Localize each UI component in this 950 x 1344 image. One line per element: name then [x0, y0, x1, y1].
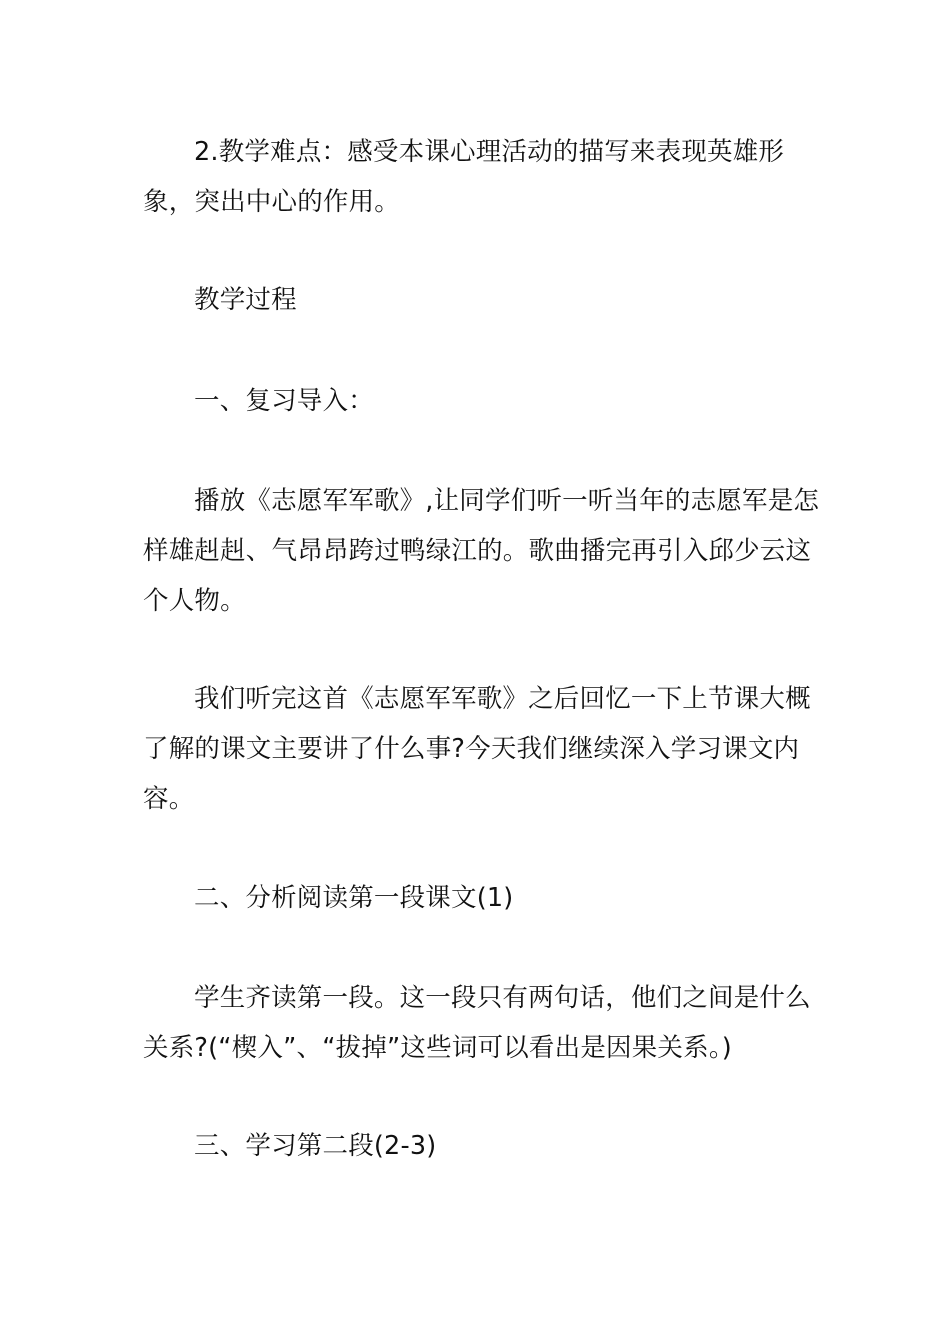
paragraph-recall-lesson: 我们听完这首《志愿军军歌》之后回忆一下上节课大概了解的课文主要讲了什么事?今天我们继续深入学习课文内容。	[143, 684, 811, 814]
heading-review-intro: 一、复习导入：	[194, 386, 374, 416]
heading-section-three: 三、学习第二段(2-3)	[194, 1131, 437, 1161]
paragraph-play-song: 播放《志愿军军歌》,让同学们听一听当年的志愿军是怎样雄赳赳、气昂昂跨过鸭绿江的。歌曲播完再引入邱少云这个人物。	[143, 486, 820, 616]
paragraph-teaching-difficulty: 2.教学难点：感受本课心理活动的描写来表现英雄形象，突出中心的作用。	[143, 137, 785, 217]
heading-teaching-process: 教学过程	[194, 285, 297, 315]
paragraph-read-first-section: 学生齐读第一段。这一段只有两句话，他们之间是什么关系?(“楔入”、“拔掉”这些词可以看出是因果关系。)	[143, 983, 811, 1063]
heading-section-two: 二、分析阅读第一段课文(1)	[194, 883, 514, 913]
